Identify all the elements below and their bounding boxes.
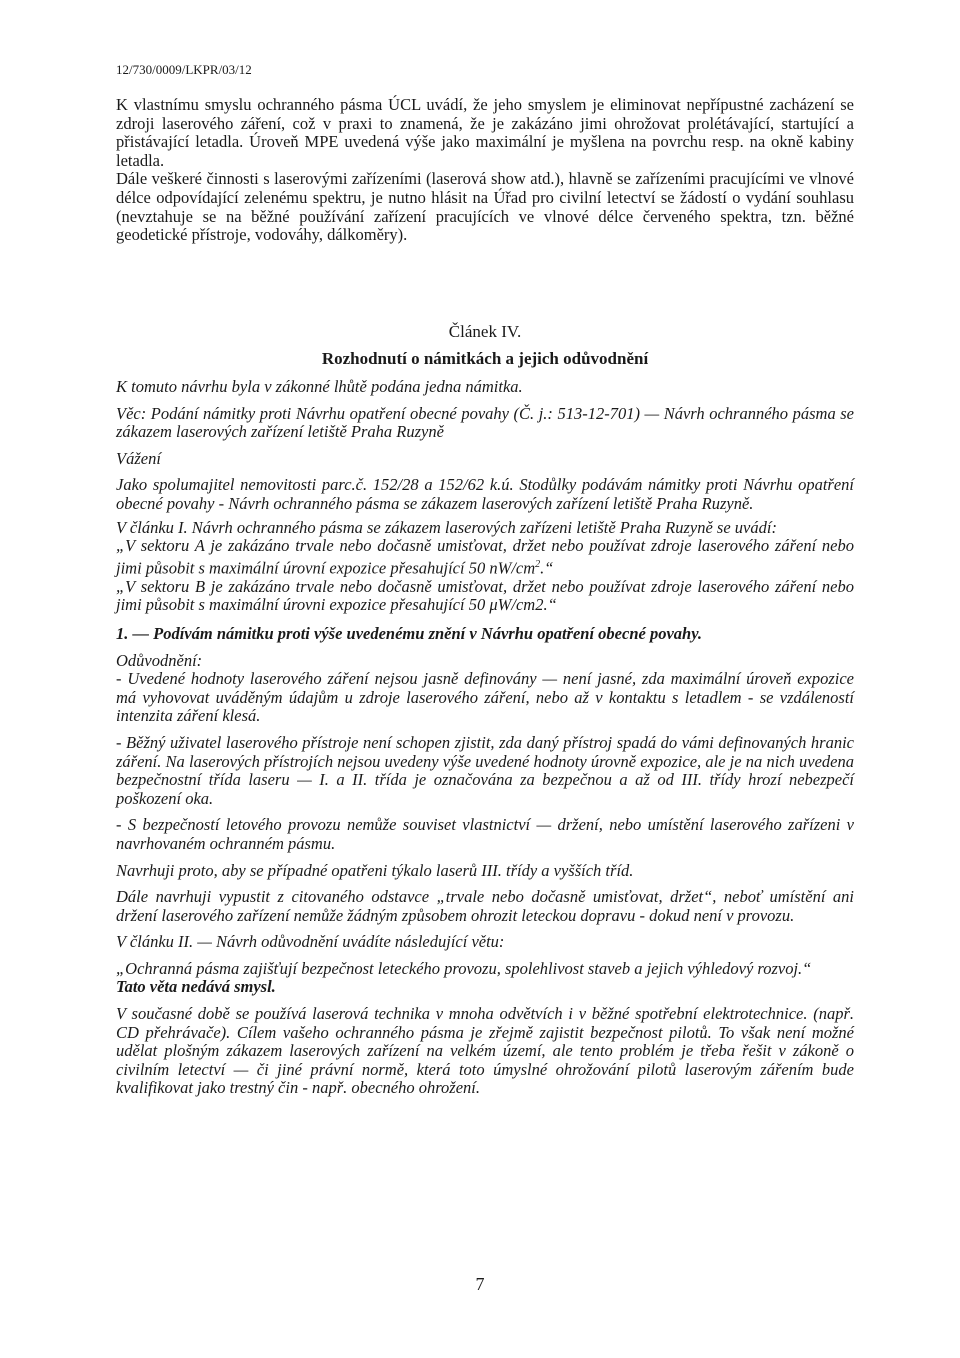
quote-sector-b: „V sektoru B je zakázáno trvale nebo dočasně umisťovat, držet nebo používat zdroje laserového záření nebo jimi působit s maximální úrovni expozice přesahující 50 μW/cm2.“ [116, 576, 854, 615]
quote-sector-a-superscript: 2 [535, 558, 541, 570]
quote-sector-a [116, 537, 854, 578]
objection-intro: K tomuto návrhu byla v zákonné lhůtě podána jedna námitka. [116, 376, 523, 396]
proposal-paragraph-1: Navrhuji proto, aby se případné opatřeni týkalo laserů III. třídy a vyšších tříd. [116, 860, 634, 880]
objection-subject: Věc: Podání námitky proti Návrhu opatření obecné povahy (Č. j.: 513-12-701) — Návrh ochranného pásma se zákazem laserových zařízení letiště Praha Ruzyně [116, 403, 854, 442]
article-number: Článek IV. [448, 321, 522, 341]
article-2-quote: „Ochranná pásma zajišťují bezpečnost leteckého provozu, spolehlivost staveb a jejich výhledový rozvoj.“ [116, 958, 812, 978]
objection-paragraph-owner: Jako spolumajitel nemovitosti parc.č. 152/28 a 152/62 k.ú. Stodůlky podávám námitky proti Návrhu opatření obecné povahy - Návrh ochranného pásma se zákazem laserových zařízení letiště Praha Ruzyně. [116, 475, 854, 513]
objection-salutation: Vážení [116, 448, 161, 468]
document-reference: 12/730/0009/LKPR/03/12 [116, 62, 252, 77]
intro-paragraph-2: Dále veškeré činnosti s laserovými zařízeními (laserová show atd.), hlavně se zařízeními pracujícími ve vlnové délce odpovídající zelenému spektru, je nutno hlásit na Úřad pro civilní letectví se žádostí o vydání souhlasu (nevztahuje se na běžné používání zařízení pracujících ve vlnové délce červeného spektra, tzn. běžné geodetické přístroje, vodováhy, dálkoměry). [116, 169, 854, 245]
objection-heading-1: 1. — Podívám námitku proti výše uvedenému znění v Návrhu opatření obecné povahy. [116, 623, 703, 643]
justification-label: Odůvodnění: [116, 650, 203, 670]
page-number: 7 [475, 1274, 485, 1294]
article-title: Rozhodnutí o námitkách a jejich odůvodnění [321, 349, 649, 369]
justification-point-3: - S bezpečností letového provozu nemůže souviset vlastnictví — držení, nebo umístění laserového zařízeni v navrhovaném ochranném pásmu. [116, 815, 854, 853]
article-2-intro: V článku II. — Návrh odůvodnění uvádíte následující větu: [116, 932, 505, 952]
proposal-paragraph-2: Dále navrhuji vypustit z citovaného odstavce „trvale nebo dočasně umisťovat, držet“, neboť umístění ani držení laserového zařízení nemůže žádným způsobem ohrozit leteckou dopravu - dokud není v provozu. [116, 887, 854, 925]
objection-paragraph-article-1: V článku I. Návrh ochranného pásma se zákazem laserových zařízeni letiště Praha Ruzyně se uvádí: [116, 517, 777, 537]
intro-paragraph-1: K vlastnímu smyslu ochranného pásma ÚCL uvádí, že jeho smyslem je eliminovat nepřípustné zacházení se zdroji laserového záření, což v praxi to znamená, že je zakázáno jimi ohrožovat prolétávající, startující a přistávající letadla. Úroveň MPE uvedená výše jako maximální je myšlena na povrchu resp. na okně kabiny letadla. [116, 95, 854, 170]
quote-sector-a-text: „V sektoru A je zakázáno trvale nebo dočasně umisťovat, držet nebo používat zdroje laserového záření nebo jimi působit s maximální úrovní expozice přesahující 50 nW/cm [116, 536, 854, 578]
article-2-verdict: Tato věta nedává smysl. [116, 977, 276, 997]
justification-point-1: - Uvedené hodnoty laserového záření nejsou jasně definovány — není jasné, zda maximální úroveň expozice má vyhovovat uváděným údajům u zdroje laserového záření, nebo až v kontaktu s letadlem - se vzdáleností intenzita záření klesá. [116, 669, 854, 726]
document-body [116, 96, 854, 1098]
closing-paragraph: V současné době se používá laserová technika v mnoha odvětvích i v běžné spotřební elektrotechnice. (např. CD přehrávače). Cílem vašeho ochranného pásma je zřejmě zajistit bezpečnost pilotů. To však není možné udělat plošným zákazem laserových zařízení na velkém území, ale tento problém je třeba řešit v zákoně o civilním letectví — či jiné právní normě, která toto úmyslné ohrožování pilotů laserovým zářením bude kvalifikovat jako trestný čin - např. obecného ohrožení. [116, 1004, 854, 1098]
justification-point-2: - Běžný uživatel laserového přístroje není schopen zjistit, zda daný přístroj spadá do vámi definovaných hranic záření. Na laserových přístrojích nejsou uvedeny výše uvedené hodnoty úrovně expozice, ale je na nich uvedena bezpečnostní třída laseru — I. a II. třída je označována za bezpečnou a až od III. třídy hrozí nebezpečí poškození oka. [116, 732, 854, 808]
quote-sector-a-end: .“ [540, 558, 554, 578]
